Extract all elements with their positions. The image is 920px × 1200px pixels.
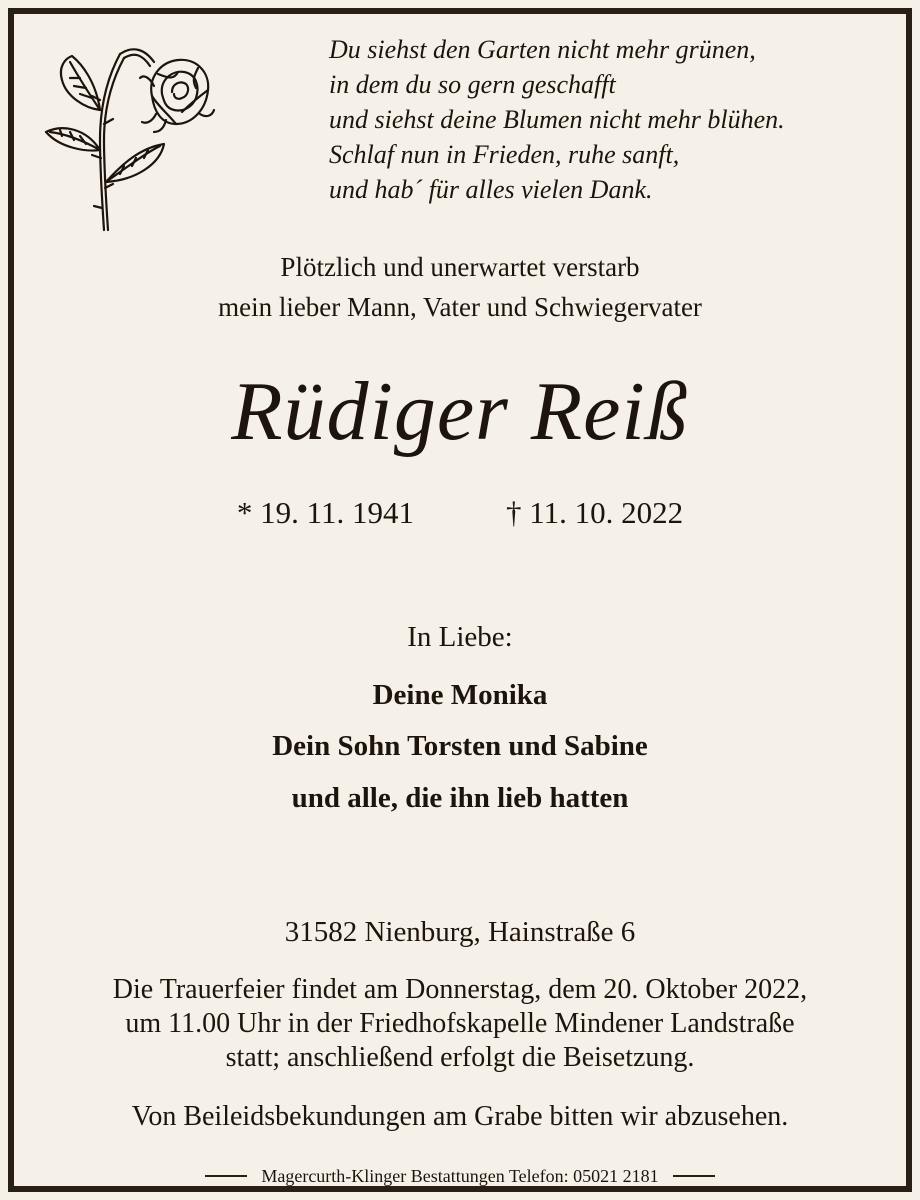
condolence-note: Von Beileidsbekundungen am Grabe bitten wir abzusehen. xyxy=(131,1101,789,1132)
rose-icon xyxy=(36,40,226,236)
poem-line: Du siehst den Garten nicht mehr grünen, xyxy=(329,35,756,64)
intro-line: Plötzlich und unerwartet verstarb xyxy=(280,252,640,282)
mourner-line: Dein Sohn Torsten und Sabine xyxy=(272,730,648,762)
footer-rule-left xyxy=(205,1175,247,1177)
poem-line: in dem du so gern geschafft xyxy=(329,70,616,99)
footer-rule-right xyxy=(673,1175,715,1177)
poem xyxy=(329,32,785,207)
ceremony-line: um 11.00 Uhr in der Friedhofskapelle Mindener Landstraße xyxy=(125,1008,795,1039)
mourner-line: Deine Monika xyxy=(372,679,548,711)
mourner-line: und alle, die ihn lieb hatten xyxy=(291,782,629,814)
death-announcement xyxy=(0,247,920,327)
life-dates xyxy=(0,493,920,533)
poem-line: Schlaf nun in Frieden, ruhe sanft, xyxy=(329,140,680,169)
death-date: † 11. 10. 2022 xyxy=(506,495,684,530)
poem-line: und hab´ für alles vielen Dank. xyxy=(329,175,653,204)
footer xyxy=(0,1164,920,1188)
ceremony-line: Die Trauerfeier findet am Donnerstag, dem 20. Oktober 2022, xyxy=(112,974,808,1005)
intro-line: mein lieber Mann, Vater und Schwiegervater xyxy=(218,292,702,322)
mourners-intro: In Liebe: xyxy=(407,621,513,653)
birth-date: * 19. 11. 1941 xyxy=(236,495,414,530)
deceased-name: Rüdiger Reiß xyxy=(231,365,689,458)
funeral-home-contact: Magercurth-Klinger Bestattungen Telefon: 05021 2181 xyxy=(261,1166,659,1186)
address: 31582 Nienburg, Hainstraße 6 xyxy=(284,916,636,948)
poem-line: und siehst deine Blumen nicht mehr blühen. xyxy=(329,105,785,134)
ceremony-info xyxy=(0,973,920,1075)
ceremony-line: statt; anschließend erfolgt die Beisetzung. xyxy=(225,1042,695,1073)
